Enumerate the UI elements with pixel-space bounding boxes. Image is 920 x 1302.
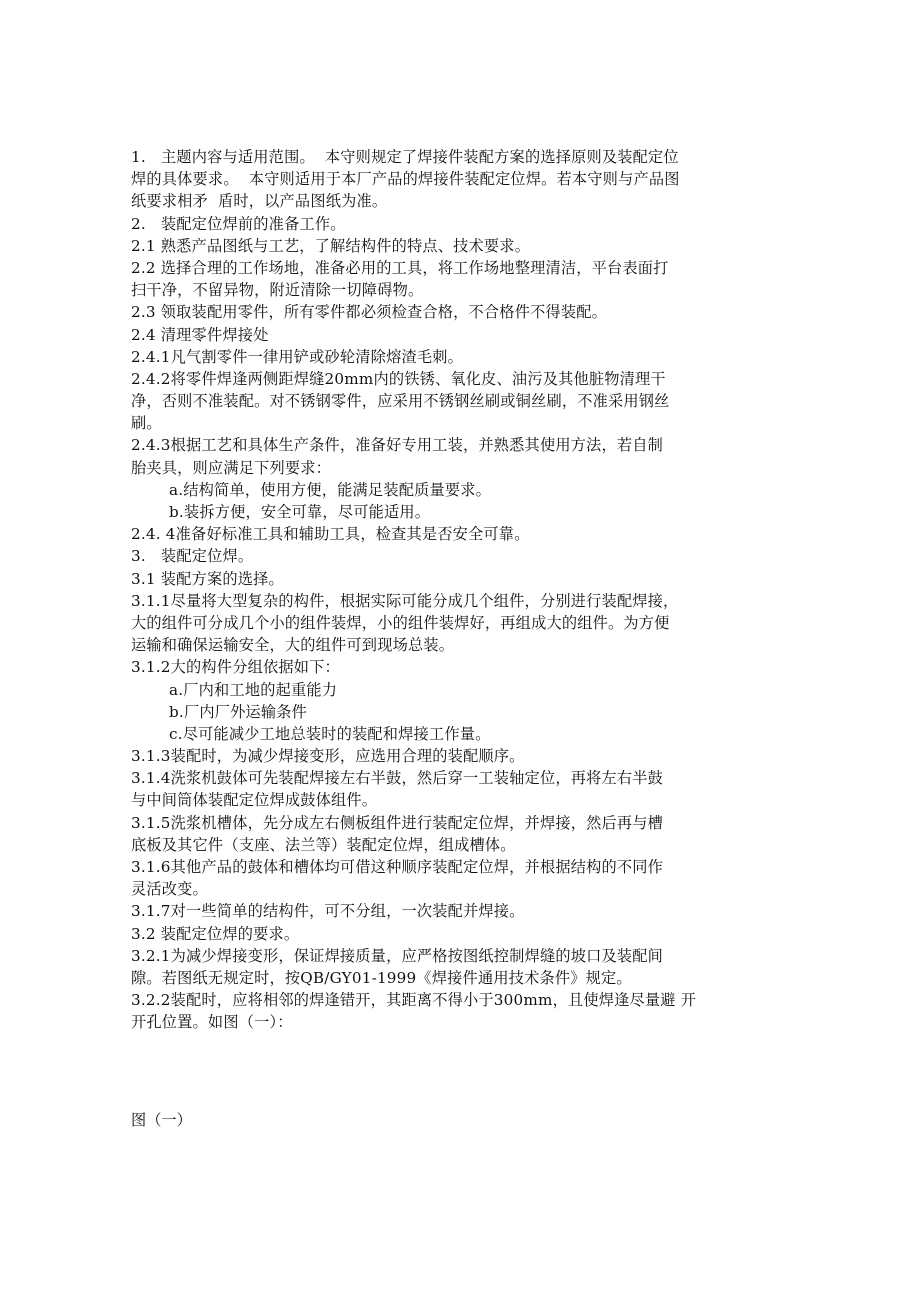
list-item: c.尽可能减少工地总装时的装配和焊接工作量。 bbox=[169, 724, 491, 743]
text-line: 2.4.3根据工艺和具体生产条件，准备好专用工装，并熟悉其使用方法，若自制 bbox=[131, 436, 664, 455]
text-line: 3.2.2装配时，应将相邻的焊逢错开，其距离不得小于300mm，且使焊逢尽量避 开 bbox=[131, 991, 697, 1010]
text-line: 2.3 领取装配用零件，所有零件都必须检查合格，不合格件不得装配。 bbox=[131, 303, 608, 322]
text-line: 净，否则不准装配。对不锈钢零件，应采用不锈钢丝刷或铜丝刷，不准采用钢丝 bbox=[131, 392, 670, 411]
text-line: 3.2 装配定位焊的要求。 bbox=[131, 924, 300, 943]
text-line: 2.4.1凡气割零件一律用铲或砂轮清除熔渣毛刺。 bbox=[131, 347, 464, 366]
text-line: 2.2 选择合理的工作场地，准备必用的工具，将工作场地整理清洁，平台表面打 bbox=[131, 258, 669, 277]
text-line: 3.1.1尽量将大型复杂的构件，根据实际可能分成几个组件，分别进行装配焊接， bbox=[131, 591, 679, 610]
text-line: 大的组件可分成几个小的组件装焊，小的组件装焊好，再组成大的组件。为方便 bbox=[131, 613, 670, 632]
text-line: 3.1.4洗浆机鼓体可先装配焊接左右半鼓，然后穿一工装轴定位，再将左右半鼓 bbox=[131, 769, 664, 788]
document-body bbox=[131, 146, 801, 1034]
section-heading: 3. 装配定位焊。 bbox=[131, 547, 254, 566]
text-line: 3.2.1为减少焊接变形，保证焊接质量，应严格按图纸控制焊缝的坡口及装配间 bbox=[131, 946, 664, 965]
text-line: 刷。 bbox=[131, 414, 162, 433]
text-line: 3.1.7对一些简单的结构件，可不分组，一次装配并焊接。 bbox=[131, 902, 525, 921]
text-line: 开孔位置。如图（一）： bbox=[131, 1013, 293, 1032]
text-line: 3.1 装配方案的选择。 bbox=[131, 569, 284, 588]
text-line: 扫干净，不留异物，附近清除一切障碍物。 bbox=[131, 281, 424, 300]
text-line: 底板及其它件（支座、法兰等）装配定位焊，组成槽体。 bbox=[131, 835, 516, 854]
list-item: a.厂内和工地的起重能力 bbox=[169, 680, 338, 699]
text-line: 隙。若图纸无规定时，按QB/GY01-1999《焊接件通用技术条件》规定。 bbox=[131, 968, 632, 987]
text-line: 3.1.2大的构件分组依据如下： bbox=[131, 658, 340, 677]
text-line: 3.1.3装配时，为减少焊接变形，应选用合理的装配顺序。 bbox=[131, 747, 525, 766]
text-line: 纸要求相矛 盾时，以产品图纸为准。 bbox=[131, 192, 388, 211]
text-line: 运输和确保运输安全，大的组件可到现场总装。 bbox=[131, 636, 455, 655]
text-line: 2.4.2将零件焊逢两侧距焊缝20mm内的铁锈、氧化皮、油污及其他脏物清理干 bbox=[131, 369, 666, 388]
text-line: 焊的具体要求。 本守则适用于本厂产品的焊接件装配定位焊。若本守则与产品图 bbox=[131, 170, 680, 189]
figure-label: 图（一） bbox=[131, 1111, 192, 1129]
text-line: 2.4. 4准备好标准工具和辅助工具，检查其是否安全可靠。 bbox=[131, 525, 530, 544]
list-item: a.结构简单，使用方便，能满足装配质量要求。 bbox=[169, 480, 492, 499]
text-line: 2.1 熟悉产品图纸与工艺，了解结构件的特点、技术要求。 bbox=[131, 236, 531, 255]
text-line: 3.1.5洗浆机槽体，先分成左右侧板组件进行装配定位焊，并焊接，然后再与槽 bbox=[131, 813, 664, 832]
text-line: 灵活改变。 bbox=[131, 880, 208, 899]
text-line: 胎夹具，则应满足下列要求： bbox=[131, 458, 332, 477]
section-heading: 2. 装配定位焊前的准备工作。 bbox=[131, 214, 346, 233]
text-line: 1. 主题内容与适用范围。 本守则规定了焊接件装配方案的选择原则及装配定位 bbox=[131, 148, 679, 166]
text-line: 3.1.6其他产品的鼓体和槽体均可借这种顺序装配定位焊，并根据结构的不同作 bbox=[131, 858, 664, 876]
text-line: 与中间筒体装配定位焊成鼓体组件。 bbox=[131, 791, 378, 810]
list-item: b.厂内厂外运输条件 bbox=[169, 702, 308, 721]
list-item: b.装拆方便，安全可靠，尽可能适用。 bbox=[169, 503, 431, 521]
text-line: 2.4 清理零件焊接处 bbox=[131, 325, 269, 344]
